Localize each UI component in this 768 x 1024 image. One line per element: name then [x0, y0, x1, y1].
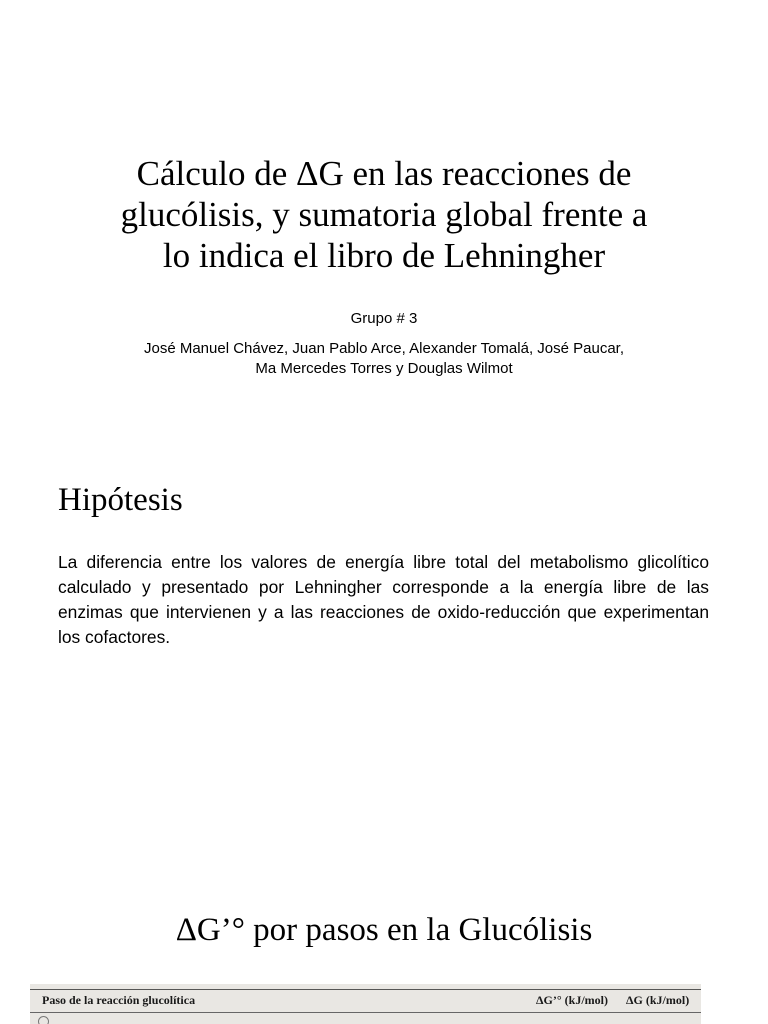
authors-list	[60, 339, 708, 379]
table-header-rule	[30, 1012, 701, 1013]
column-header-dg-standard: ΔG’° (kJ/mol)	[536, 993, 608, 1007]
hypothesis-heading: Hipótesis	[58, 482, 183, 518]
title-line-2: glucólisis, y sumatoria global frente a	[120, 195, 648, 234]
title-line-1: Cálculo de ΔG en las reacciones de	[136, 154, 632, 193]
hypothesis-slide	[0, 440, 768, 870]
authors-line-1: José Manuel Chávez, Juan Pablo Arce, Alexander Tomalá, José Paucar,	[143, 340, 624, 357]
group-label: Grupo # 3	[350, 310, 418, 327]
title-slide	[0, 0, 768, 440]
table-top-rule	[30, 989, 701, 990]
authors-line-2: Ma Mercedes Torres y Douglas Wilmot	[255, 360, 513, 377]
hypothesis-body: La diferencia entre los valores de energía libre total del metabolismo glicolítico calculado y presentado por Lehningher corresponde a la energía libre de las enzimas que intervienen y a las reacciones de oxido-reducción que experimentan los cofactores.	[58, 552, 709, 647]
title-line-3: lo indica el libro de Lehningher	[162, 236, 606, 275]
table-slide-heading: ΔG’° por pasos en la Glucólisis	[175, 912, 593, 948]
presentation-title	[60, 153, 708, 276]
column-header-step: Paso de la reacción glucolítica	[42, 993, 196, 1007]
delta-g-table-slide	[0, 870, 768, 1024]
table-first-row-cutoff	[38, 1015, 53, 1024]
column-header-dg: ΔG (kJ/mol)	[626, 993, 690, 1007]
step-number-circle-icon	[38, 1016, 49, 1024]
glycolysis-table-image	[30, 984, 701, 1024]
